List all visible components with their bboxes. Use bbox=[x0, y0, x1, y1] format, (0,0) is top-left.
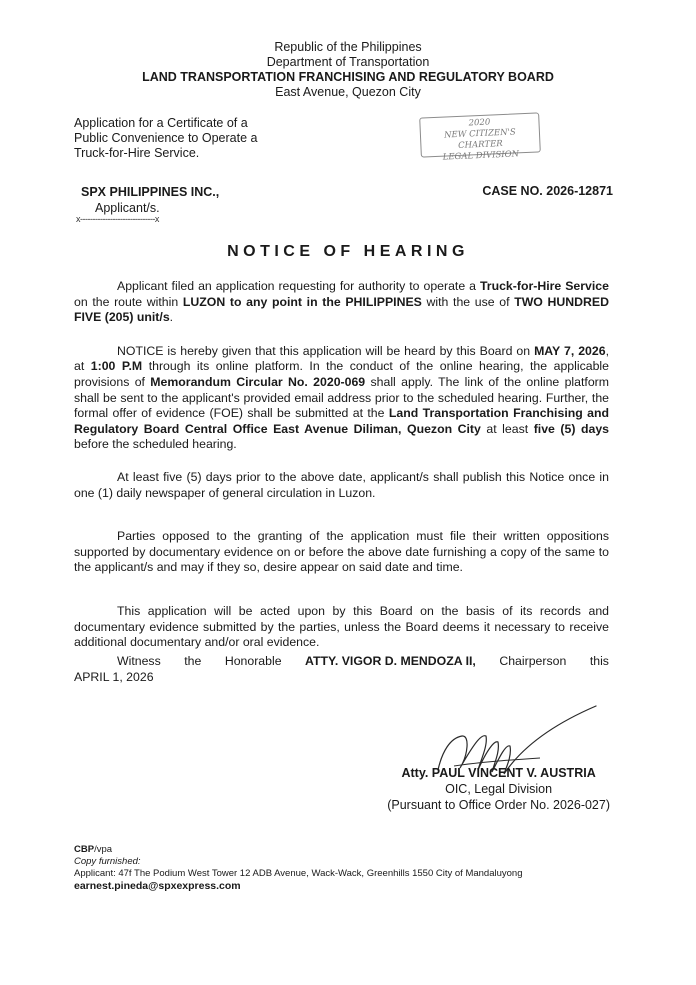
case-number: CASE NO. 2026-12871 bbox=[482, 184, 613, 198]
paragraph-publication: At least five (5) days prior to the above date, applicant/s shall publish this Notice once in one (1) daily newspaper of general circulation in Luzon. bbox=[74, 469, 609, 500]
application-line: Application for a Certificate of a bbox=[74, 116, 248, 130]
paragraph-oppositions: Parties opposed to the granting of the application must file their written oppositions supported by documentary evidence on or before the above date furnishing a copy of the same to the applicant/s and may if they so, desire appear on said date and time. bbox=[74, 529, 609, 575]
letterhead-address: East Avenue, Quezon City bbox=[275, 85, 421, 99]
letterhead-department: Department of Transportation bbox=[266, 55, 430, 69]
letterhead bbox=[0, 40, 696, 100]
stamp-division: LEGAL DIVISION bbox=[442, 149, 520, 163]
copy-furnished-label: Copy furnished: bbox=[74, 856, 141, 867]
caption-separator: x------------------------------x bbox=[76, 214, 159, 224]
applicant-name: SPX PHILIPPINES INC., bbox=[81, 185, 220, 199]
notice-body bbox=[74, 279, 609, 679]
letterhead-agency: LAND TRANSPORTATION FRANCHISING AND REGULATORY BOARD bbox=[142, 70, 554, 84]
application-description bbox=[74, 116, 314, 161]
paragraph-hearing-notice: NOTICE is hereby given that this application will be heard by this Board on MAY 7, 2026, at 1:00 P.M through its online platform. In the conduct of the online hearing, the applicable provisions of Memorandum Circular No. 2020-069 shall apply. The link of the online platform shall be sent to the applicant's provided email address prior to the scheduled hearing. Further, the formal offer of evidence (FOE) shall be submitted at the Land Transportation Franchising and Regulatory Board Central Office East Avenue Diliman, Quezon City at least five (5) days before the scheduled hearing. bbox=[74, 343, 610, 452]
stamp-year: 2020 bbox=[468, 117, 491, 129]
paragraph-application: Applicant filed an application requesting for authority to operate a Truck-for-Hire Service on the route within LUZON to any point in the PHILIPPINES with the use of TWO HUNDRED FIVE (205) unit/s. bbox=[74, 279, 610, 325]
copy-furnished-footer bbox=[74, 844, 523, 892]
reference-initials: CBP/vpa bbox=[74, 844, 113, 855]
signatory-name: Atty. PAUL VINCENT V. AUSTRIA bbox=[401, 766, 596, 780]
witness-word: this bbox=[589, 654, 609, 668]
document-title: NOTICE OF HEARING bbox=[227, 243, 469, 260]
stamp-charter: NEW CITIZEN'S CHARTER bbox=[443, 127, 516, 151]
applicant-email: earnest.pineda@spxexpress.com bbox=[74, 880, 241, 892]
legal-division-stamp bbox=[419, 112, 541, 163]
witness-word: Witness bbox=[117, 654, 161, 668]
application-line: Truck-for-Hire Service. bbox=[74, 146, 200, 160]
witness-clause bbox=[74, 654, 609, 685]
applicant-address: Applicant: 47f The Podium West Tower 12 ADB Avenue, Wack-Wack, Greenhills 1550 City of Mandaluyong bbox=[74, 868, 523, 879]
witness-word: Honorable bbox=[224, 654, 282, 668]
letterhead-republic: Republic of the Philippines bbox=[274, 40, 422, 54]
witness-word: Chairperson bbox=[499, 654, 567, 668]
signatory-position: OIC, Legal Division bbox=[445, 782, 553, 796]
paragraph-action: This application will be acted upon by this Board on the basis of its records and documentary evidence submitted by the parties, unless the Board deems it necessary to receive additional documentary and/or oral evidence. bbox=[74, 603, 609, 650]
applicant-role: Applicant/s. bbox=[95, 201, 160, 215]
signatory-office-order: (Pursuant to Office Order No. 2026-027) bbox=[387, 798, 610, 812]
application-line: Public Convenience to Operate a bbox=[74, 131, 258, 145]
chairperson-name: ATTY. VIGOR D. MENDOZA II, bbox=[305, 654, 476, 668]
witness-word: the bbox=[184, 654, 202, 668]
applicant-block bbox=[81, 184, 219, 216]
signature-block bbox=[387, 765, 610, 813]
witness-date: APRIL 1, 2026 bbox=[74, 669, 154, 684]
